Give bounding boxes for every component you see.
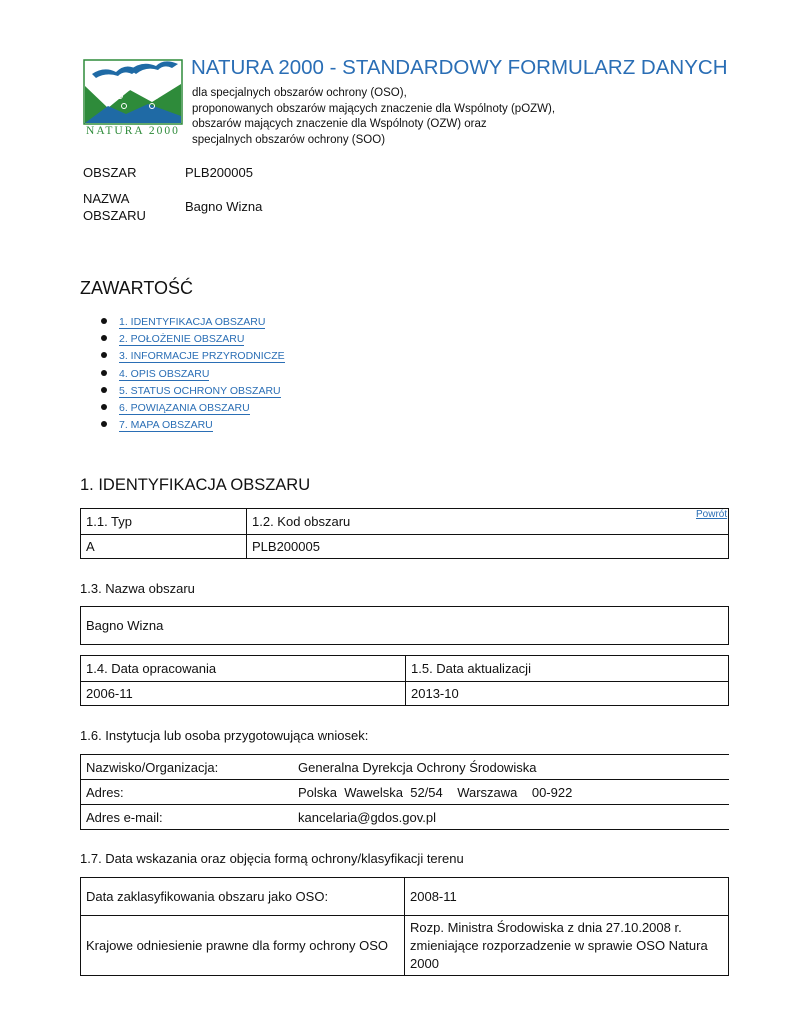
kod-value: PLB200005 <box>247 535 729 559</box>
nazwa-label <box>83 190 146 224</box>
inst-value: Generalna Dyrekcja Ochrony Środowiska <box>298 759 537 775</box>
toc-heading: ZAWARTOŚĆ <box>80 278 194 298</box>
toc-item <box>100 383 285 400</box>
toc-link[interactable]: 1. IDENTYFIKACJA OBSZARU <box>119 316 266 328</box>
nazwa-label-line: NAZWA <box>83 191 130 206</box>
natura-2000-logo <box>82 56 184 142</box>
toc-item <box>100 331 285 348</box>
toc-item <box>100 366 285 383</box>
page-subtitle <box>192 86 555 148</box>
section-heading: 1. IDENTYFIKACJA OBSZARU <box>80 476 311 494</box>
typ-value: A <box>81 535 247 559</box>
nazwa-label-line: OBSZARU <box>83 208 146 223</box>
toc-link[interactable]: 5. STATUS OCHRONY OBSZARU <box>119 384 281 397</box>
toc-item <box>100 400 285 417</box>
nazwa-value: Bagno Wizna <box>185 199 263 214</box>
data-aktualizacji-label: 1.5. Data aktualizacji <box>406 656 729 682</box>
obszar-value: PLB200005 <box>185 165 253 180</box>
toc-link[interactable]: 3. INFORMACJE PRZYRODNICZE <box>119 350 285 363</box>
wskazanie-label: 1.7. Data wskazania oraz objęcia formą ochrony/klasyfikacji terenu <box>80 851 464 866</box>
toc-item <box>100 417 285 434</box>
dates-table <box>80 655 729 706</box>
wsk-value: 2008-11 <box>405 878 729 916</box>
subtitle-line: proponowanych obszarów mających znaczenie dla Wspólnoty (pOZW), <box>192 102 556 115</box>
instytucja-table <box>80 754 729 830</box>
toc-link[interactable]: 4. OPIS OBSZARU <box>119 367 210 380</box>
inst-value: kancelaria@gdos.gov.pl <box>293 805 729 830</box>
logo-text: NATURA 2000 <box>86 125 180 137</box>
toc-item <box>100 348 285 365</box>
toc-list <box>100 314 285 434</box>
toc-link[interactable]: 2. POŁOŻENIE OBSZARU <box>119 333 245 346</box>
toc-item <box>100 314 285 331</box>
subtitle-line: specjalnych obszarów ochrony (SOO) <box>192 133 386 146</box>
back-link[interactable]: Powrót <box>696 509 728 520</box>
inst-key: Adres: <box>81 780 294 805</box>
nazwa-obszaru-label: 1.3. Nazwa obszaru <box>80 581 195 596</box>
nazwa-obszaru-value: Bagno Wizna <box>86 618 164 633</box>
data-aktualizacji-value: 2013-10 <box>406 682 729 706</box>
type-code-table <box>80 508 729 559</box>
wsk-key: Data zaklasyfikowania obszaru jako OSO: <box>86 889 329 904</box>
data-opracowania-value: 2006-11 <box>81 682 406 706</box>
toc-link[interactable]: 7. MAPA OBSZARU <box>119 419 213 432</box>
wskazanie-table <box>80 877 729 976</box>
subtitle-line: obszarów mających znaczenie dla Wspólnoty (OZW) oraz <box>192 118 487 130</box>
instytucja-label: 1.6. Instytucja lub osoba przygotowująca wniosek: <box>80 728 369 743</box>
inst-key: Adres e-mail: <box>81 805 294 830</box>
data-opracowania-label: 1.4. Data opracowania <box>86 661 217 676</box>
nazwa-table <box>80 606 729 645</box>
toc-link[interactable]: 6. POWIĄZANIA OBSZARU <box>119 401 250 414</box>
obszar-label: OBSZAR <box>83 165 137 180</box>
page-title: NATURA 2000 - STANDARDOWY FORMULARZ DANYCH <box>191 56 728 79</box>
typ-label: 1.1. Typ <box>86 514 133 529</box>
subtitle-line: dla specjalnych obszarów ochrony (OSO), <box>192 87 407 99</box>
inst-key: Nazwisko/Organizacja: <box>81 755 294 780</box>
wsk-value: Rozp. Ministra Środowiska z dnia 27.10.2008 r. zmieniające rozporzadzenie w sprawie OSO Natura 2000 <box>405 916 729 976</box>
kod-label: 1.2. Kod obszaru <box>247 509 729 535</box>
inst-value: Polska Wawelska 52/54 Warszawa 00-922 <box>293 780 729 805</box>
wsk-key: Krajowe odniesienie prawne dla formy ochrony OSO <box>81 916 405 976</box>
